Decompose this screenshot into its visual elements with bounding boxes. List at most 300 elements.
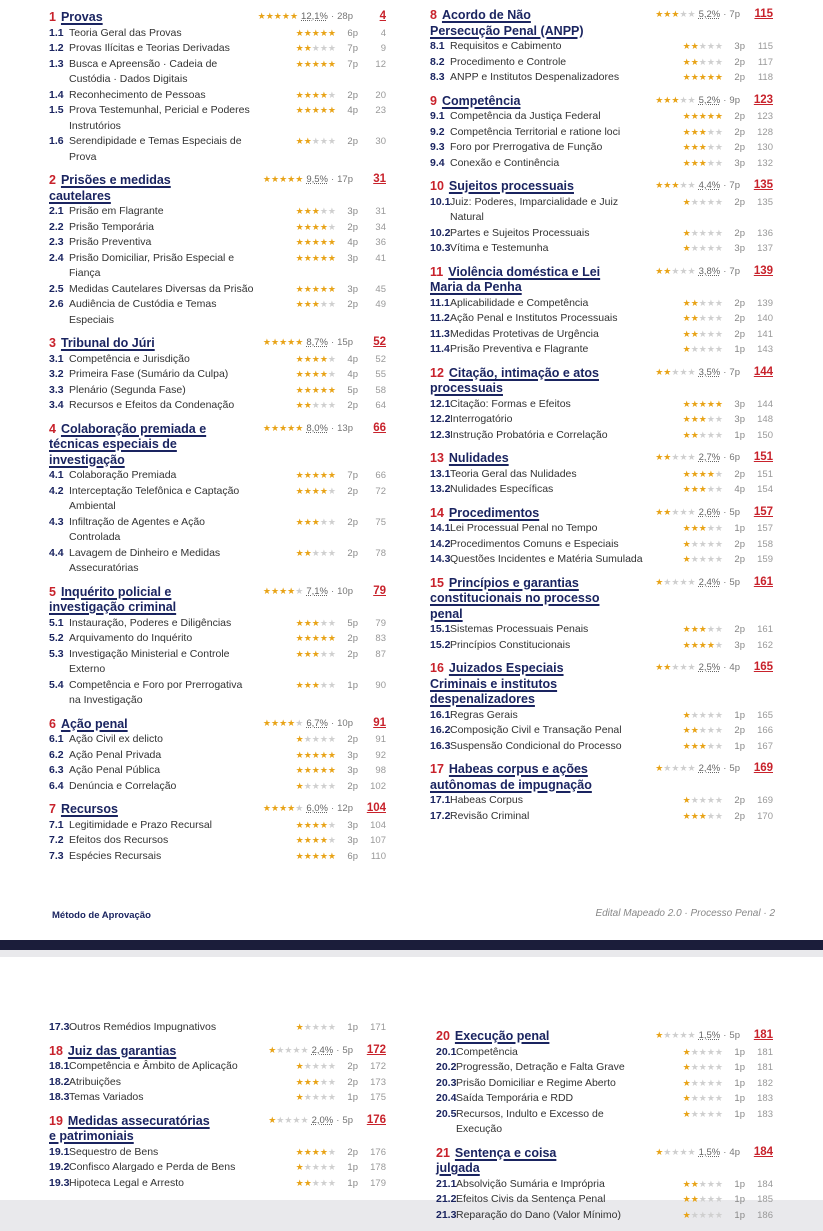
section-percent: 5,2% bbox=[698, 9, 721, 20]
item-page: 171 bbox=[370, 1022, 386, 1033]
toc-item[interactable] bbox=[436, 1045, 773, 1061]
section-page-link[interactable]: 181 bbox=[753, 1029, 773, 1041]
item-points: 1p bbox=[347, 1177, 358, 1189]
rating-stars bbox=[278, 1090, 336, 1106]
star-filled-icon: ★ bbox=[682, 1209, 691, 1220]
item-page: 102 bbox=[370, 780, 386, 792]
star-empty-icon: ★ bbox=[706, 810, 715, 821]
section-header[interactable] bbox=[49, 585, 386, 616]
star-filled-icon: ★ bbox=[311, 353, 320, 364]
toc-item[interactable] bbox=[49, 732, 386, 748]
toc-item[interactable] bbox=[436, 1060, 773, 1076]
star-filled-icon: ★ bbox=[262, 717, 271, 728]
star-empty-icon: ★ bbox=[698, 1209, 707, 1220]
star-empty-icon: ★ bbox=[327, 1162, 336, 1172]
toc-item[interactable] bbox=[430, 638, 773, 654]
star-empty-icon: ★ bbox=[698, 1062, 707, 1072]
toc-item[interactable] bbox=[49, 515, 386, 546]
section-header[interactable] bbox=[430, 451, 773, 467]
item-page: 12 bbox=[375, 58, 386, 70]
item-meta bbox=[665, 537, 773, 553]
toc-item[interactable] bbox=[436, 1076, 773, 1092]
toc-section bbox=[430, 179, 773, 257]
item-number: 12.1 bbox=[430, 397, 451, 410]
section-header[interactable] bbox=[49, 173, 386, 204]
toc-item[interactable] bbox=[436, 1091, 773, 1107]
toc-item[interactable] bbox=[49, 1020, 386, 1036]
toc-item[interactable] bbox=[436, 1177, 773, 1193]
section-header[interactable] bbox=[430, 661, 773, 708]
star-empty-icon: ★ bbox=[671, 265, 680, 276]
section-number: 13 bbox=[430, 451, 444, 465]
item-label: Teoria Geral das Provas bbox=[69, 26, 182, 39]
section-header[interactable] bbox=[49, 10, 386, 26]
section-meta: ★★★★★ 3,8% · 7p 139 bbox=[655, 264, 773, 277]
rating-stars bbox=[278, 849, 336, 865]
section-header[interactable] bbox=[430, 8, 773, 39]
rating-stars bbox=[263, 174, 303, 185]
section-header[interactable] bbox=[49, 717, 386, 733]
star-filled-icon: ★ bbox=[295, 58, 304, 69]
item-page: 137 bbox=[757, 243, 773, 254]
item-meta bbox=[665, 739, 773, 755]
section-header[interactable] bbox=[49, 422, 386, 469]
star-filled-icon: ★ bbox=[682, 1062, 691, 1072]
toc-item[interactable] bbox=[430, 296, 773, 312]
toc-item[interactable] bbox=[49, 849, 386, 865]
star-filled-icon: ★ bbox=[295, 1177, 304, 1188]
item-page: 45 bbox=[375, 283, 386, 295]
item-number: 14.3 bbox=[430, 553, 451, 565]
rating-stars bbox=[655, 367, 695, 378]
toc-item[interactable] bbox=[49, 297, 386, 328]
section-header[interactable] bbox=[430, 762, 773, 793]
star-filled-icon: ★ bbox=[279, 422, 288, 433]
star-empty-icon: ★ bbox=[706, 344, 715, 354]
section-title bbox=[430, 179, 603, 195]
item-meta bbox=[665, 140, 773, 156]
toc-item[interactable] bbox=[430, 622, 773, 638]
item-label: Hipoteca Legal e Arresto bbox=[69, 1176, 184, 1189]
star-empty-icon: ★ bbox=[295, 717, 304, 728]
section-header[interactable] bbox=[430, 366, 773, 397]
section-page-link[interactable]: 66 bbox=[373, 421, 386, 434]
toc-item[interactable] bbox=[49, 818, 386, 834]
toc-item[interactable] bbox=[49, 647, 386, 678]
star-filled-icon: ★ bbox=[295, 648, 304, 659]
star-empty-icon: ★ bbox=[327, 400, 336, 410]
toc-item[interactable] bbox=[430, 521, 773, 537]
section-page-link[interactable]: 91 bbox=[373, 716, 386, 729]
star-filled-icon: ★ bbox=[655, 9, 664, 19]
toc-item[interactable] bbox=[430, 809, 773, 825]
item-number: 2.2 bbox=[49, 220, 64, 233]
item-label: Recursos, Indulto e Excesso de Execução bbox=[456, 1107, 604, 1135]
item-label: Progressão, Detração e Falta Grave bbox=[456, 1061, 625, 1073]
star-empty-icon: ★ bbox=[671, 506, 680, 517]
star-filled-icon: ★ bbox=[295, 105, 304, 115]
toc-item[interactable] bbox=[49, 779, 386, 795]
toc-item[interactable] bbox=[49, 546, 386, 577]
star-empty-icon: ★ bbox=[698, 1108, 707, 1119]
toc-item[interactable] bbox=[49, 1160, 386, 1176]
star-filled-icon: ★ bbox=[682, 414, 691, 424]
section-header[interactable] bbox=[430, 576, 773, 623]
section-page-link[interactable]: 123 bbox=[753, 93, 773, 106]
section-page-link[interactable]: 139 bbox=[753, 264, 773, 277]
star-empty-icon: ★ bbox=[690, 538, 699, 549]
item-label: Efeitos dos Recursos bbox=[69, 834, 169, 846]
toc-item[interactable] bbox=[49, 1075, 386, 1091]
toc-item[interactable] bbox=[49, 57, 386, 88]
toc-item[interactable] bbox=[430, 397, 773, 413]
toc-item[interactable] bbox=[430, 327, 773, 343]
toc-item[interactable] bbox=[49, 616, 386, 632]
toc-item[interactable] bbox=[49, 1090, 386, 1106]
star-filled-icon: ★ bbox=[655, 452, 664, 462]
rating-stars bbox=[665, 428, 723, 444]
toc-item[interactable] bbox=[430, 226, 773, 242]
item-points: 2p bbox=[347, 648, 358, 660]
toc-section bbox=[49, 173, 386, 328]
star-empty-icon: ★ bbox=[690, 243, 699, 253]
star-filled-icon: ★ bbox=[682, 56, 691, 67]
toc-item[interactable] bbox=[430, 55, 773, 71]
star-empty-icon: ★ bbox=[671, 662, 680, 672]
star-empty-icon: ★ bbox=[319, 734, 328, 744]
star-empty-icon: ★ bbox=[687, 1030, 696, 1040]
toc-item[interactable] bbox=[430, 241, 773, 257]
star-filled-icon: ★ bbox=[682, 740, 691, 751]
item-meta bbox=[665, 296, 773, 312]
toc-item[interactable] bbox=[430, 482, 773, 498]
section-page-link[interactable]: 52 bbox=[373, 336, 386, 348]
star-empty-icon: ★ bbox=[690, 795, 699, 805]
toc-item[interactable] bbox=[49, 26, 386, 42]
star-filled-icon: ★ bbox=[327, 765, 336, 775]
item-number: 3.1 bbox=[49, 352, 64, 365]
toc-item[interactable] bbox=[49, 484, 386, 515]
rating-stars bbox=[665, 708, 723, 724]
star-empty-icon: ★ bbox=[295, 585, 304, 596]
toc-item[interactable] bbox=[430, 739, 773, 755]
star-filled-icon: ★ bbox=[327, 27, 336, 38]
section-meta: ★★★★★ 2,4% · 5p 169 bbox=[655, 762, 773, 774]
section-header[interactable] bbox=[430, 506, 773, 522]
item-points: 4p bbox=[347, 105, 358, 116]
section-page-link[interactable]: 104 bbox=[366, 802, 386, 814]
section-meta: ★★★★★ 3,5% · 7p 144 bbox=[655, 365, 773, 378]
star-empty-icon: ★ bbox=[706, 243, 715, 253]
star-empty-icon: ★ bbox=[663, 1146, 672, 1157]
section-title-text: Recursos bbox=[60, 802, 118, 816]
toc-item[interactable] bbox=[49, 631, 386, 647]
item-points: 2p bbox=[347, 485, 358, 497]
toc-item[interactable] bbox=[430, 537, 773, 553]
toc-item[interactable] bbox=[430, 412, 773, 428]
toc-item[interactable] bbox=[49, 398, 386, 414]
star-empty-icon: ★ bbox=[327, 1092, 336, 1102]
item-meta bbox=[278, 1020, 386, 1036]
toc-item[interactable] bbox=[436, 1208, 773, 1224]
item-points: 3p bbox=[347, 252, 358, 264]
section-header[interactable] bbox=[436, 1146, 773, 1177]
toc-item[interactable] bbox=[49, 251, 386, 282]
item-page: 184 bbox=[757, 1178, 773, 1190]
star-empty-icon: ★ bbox=[679, 1030, 688, 1040]
item-points: 4p bbox=[347, 353, 358, 365]
section-header[interactable] bbox=[430, 265, 773, 296]
toc-item[interactable] bbox=[49, 678, 386, 709]
toc-item[interactable] bbox=[49, 103, 386, 134]
section-page-link[interactable]: 184 bbox=[753, 1145, 773, 1158]
section-page-link[interactable]: 157 bbox=[753, 505, 773, 518]
item-label: Confisco Alargado e Perda de Bens bbox=[69, 1161, 236, 1173]
item-meta bbox=[665, 70, 773, 86]
section-header[interactable] bbox=[49, 802, 386, 818]
star-empty-icon: ★ bbox=[714, 328, 723, 339]
section-page-link[interactable]: 144 bbox=[753, 365, 773, 378]
toc-item[interactable] bbox=[49, 134, 386, 165]
section-number: 11 bbox=[430, 264, 444, 279]
section-page-link[interactable]: 176 bbox=[366, 1113, 386, 1126]
toc-item[interactable] bbox=[430, 109, 773, 125]
toc-item[interactable] bbox=[49, 1059, 386, 1075]
section-page-link[interactable]: 79 bbox=[373, 584, 386, 597]
item-points: 1p bbox=[734, 1178, 745, 1190]
star-empty-icon: ★ bbox=[698, 41, 707, 51]
star-filled-icon: ★ bbox=[714, 72, 723, 82]
rating-stars bbox=[278, 732, 336, 748]
toc-item[interactable] bbox=[430, 428, 773, 444]
star-empty-icon: ★ bbox=[714, 126, 723, 137]
toc-item[interactable] bbox=[49, 235, 386, 251]
star-filled-icon: ★ bbox=[295, 470, 304, 480]
star-empty-icon: ★ bbox=[319, 206, 328, 216]
star-empty-icon: ★ bbox=[319, 1092, 328, 1102]
star-empty-icon: ★ bbox=[327, 136, 336, 146]
item-points: 2p bbox=[734, 554, 745, 565]
section-page-link[interactable]: 151 bbox=[753, 451, 773, 463]
toc-item[interactable] bbox=[430, 70, 773, 86]
star-empty-icon: ★ bbox=[687, 763, 696, 773]
star-filled-icon: ★ bbox=[311, 237, 320, 247]
star-filled-icon: ★ bbox=[303, 299, 312, 309]
toc-item[interactable] bbox=[49, 1145, 386, 1161]
item-page: 157 bbox=[757, 523, 773, 534]
section-page-link[interactable]: 135 bbox=[753, 179, 773, 191]
item-page: 140 bbox=[757, 313, 773, 324]
item-points: 6p bbox=[347, 850, 358, 862]
item-meta bbox=[278, 1176, 386, 1192]
section-page-link[interactable]: 161 bbox=[753, 575, 773, 588]
toc-item[interactable] bbox=[49, 763, 386, 779]
section-title-text: Ação penal bbox=[60, 716, 128, 731]
item-meta bbox=[278, 484, 386, 500]
star-empty-icon: ★ bbox=[311, 1022, 320, 1032]
item-label: Saída Temporária e RDD bbox=[456, 1092, 574, 1104]
item-meta bbox=[665, 109, 773, 125]
star-filled-icon: ★ bbox=[311, 105, 320, 115]
rating-stars bbox=[263, 718, 303, 729]
toc-item[interactable] bbox=[430, 311, 773, 327]
item-meta bbox=[278, 678, 386, 694]
item-label: Busca e Apreensão · Cadeia de Custódia · Dados Digitais bbox=[69, 57, 218, 85]
toc-item[interactable] bbox=[430, 140, 773, 156]
star-filled-icon: ★ bbox=[682, 639, 691, 650]
toc-item[interactable] bbox=[436, 1107, 773, 1138]
star-empty-icon: ★ bbox=[687, 506, 696, 517]
star-empty-icon: ★ bbox=[671, 576, 680, 587]
star-empty-icon: ★ bbox=[327, 516, 336, 527]
section-number: 12 bbox=[430, 365, 444, 380]
section-header[interactable] bbox=[49, 1114, 386, 1145]
toc-item[interactable] bbox=[430, 39, 773, 55]
section-number: 20 bbox=[436, 1029, 450, 1043]
section-header[interactable] bbox=[49, 336, 386, 352]
star-filled-icon: ★ bbox=[303, 252, 312, 263]
section-page-link[interactable]: 4 bbox=[379, 10, 386, 22]
star-empty-icon: ★ bbox=[714, 639, 723, 650]
section-header[interactable] bbox=[430, 179, 773, 195]
star-filled-icon: ★ bbox=[690, 810, 699, 821]
item-label: Conexão e Continência bbox=[450, 156, 560, 169]
item-points: 3p bbox=[347, 749, 358, 761]
toc-item[interactable] bbox=[436, 1192, 773, 1208]
item-label: Lei Processual Penal no Tempo bbox=[450, 522, 598, 534]
section-number: 9 bbox=[430, 93, 437, 108]
toc-item[interactable] bbox=[49, 383, 386, 399]
item-label: Infiltração de Agentes e Ação Controlada bbox=[69, 515, 206, 543]
section-points: 4p bbox=[729, 1146, 740, 1158]
toc-item[interactable] bbox=[430, 195, 773, 226]
section-page-link[interactable]: 169 bbox=[753, 762, 773, 774]
toc-item[interactable] bbox=[49, 1176, 386, 1192]
toc-item[interactable] bbox=[49, 468, 386, 484]
toc-item[interactable] bbox=[49, 204, 386, 220]
toc-item[interactable] bbox=[430, 467, 773, 483]
toc-item[interactable] bbox=[430, 125, 773, 141]
star-filled-icon: ★ bbox=[311, 765, 320, 775]
rating-stars bbox=[665, 521, 723, 537]
star-empty-icon: ★ bbox=[714, 1062, 723, 1072]
star-filled-icon: ★ bbox=[287, 717, 296, 728]
star-empty-icon: ★ bbox=[698, 56, 707, 67]
star-filled-icon: ★ bbox=[671, 9, 680, 19]
section-points: 5p bbox=[342, 1044, 353, 1056]
star-filled-icon: ★ bbox=[663, 94, 672, 105]
item-meta bbox=[278, 352, 386, 368]
item-label: Legitimidade e Prazo Recursal bbox=[69, 818, 212, 831]
item-label: Habeas Corpus bbox=[450, 794, 523, 806]
rating-stars bbox=[665, 39, 723, 55]
star-empty-icon: ★ bbox=[706, 56, 715, 67]
item-meta bbox=[278, 103, 386, 119]
star-filled-icon: ★ bbox=[311, 283, 320, 294]
rating-stars bbox=[665, 412, 723, 428]
toc-item[interactable] bbox=[49, 88, 386, 104]
item-label: Atribuições bbox=[69, 1075, 121, 1088]
star-empty-icon: ★ bbox=[714, 56, 723, 67]
star-filled-icon: ★ bbox=[682, 297, 691, 308]
section-title-text: Violência doméstica e Lei Maria da Penha bbox=[430, 264, 601, 294]
star-filled-icon: ★ bbox=[327, 58, 336, 69]
section-page-link[interactable]: 165 bbox=[753, 661, 773, 673]
section-percent: 1,5% bbox=[698, 1146, 721, 1158]
toc-item[interactable] bbox=[49, 282, 386, 298]
toc-item[interactable] bbox=[430, 793, 773, 809]
star-empty-icon: ★ bbox=[311, 136, 320, 146]
item-points: 1p bbox=[347, 1022, 358, 1033]
star-empty-icon: ★ bbox=[303, 1162, 312, 1172]
star-empty-icon: ★ bbox=[698, 1178, 707, 1189]
star-empty-icon: ★ bbox=[714, 1077, 723, 1088]
item-label: Prisão Temporária bbox=[69, 220, 155, 233]
section-header[interactable] bbox=[436, 1029, 773, 1045]
item-points: 2p bbox=[734, 725, 745, 736]
item-page: 49 bbox=[375, 299, 386, 310]
section-page-link[interactable]: 172 bbox=[366, 1043, 386, 1056]
star-empty-icon: ★ bbox=[714, 740, 723, 751]
star-empty-icon: ★ bbox=[698, 313, 707, 323]
section-page-link[interactable]: 31 bbox=[373, 173, 386, 185]
star-empty-icon: ★ bbox=[698, 1046, 707, 1057]
star-filled-icon: ★ bbox=[311, 369, 320, 379]
star-filled-icon: ★ bbox=[295, 400, 304, 410]
section-header[interactable] bbox=[49, 1044, 386, 1060]
star-filled-icon: ★ bbox=[690, 157, 699, 168]
item-number: 15.1 bbox=[430, 623, 451, 635]
rating-stars bbox=[665, 1060, 723, 1076]
toc-item[interactable] bbox=[430, 723, 773, 739]
toc-item[interactable] bbox=[430, 708, 773, 724]
toc-item[interactable] bbox=[430, 552, 773, 568]
star-filled-icon: ★ bbox=[262, 803, 271, 813]
item-label: Interceptação Telefônica e Captação Ambiental bbox=[69, 484, 240, 512]
star-filled-icon: ★ bbox=[303, 633, 312, 643]
section-header[interactable] bbox=[430, 94, 773, 110]
item-page: 167 bbox=[757, 740, 773, 752]
star-filled-icon: ★ bbox=[295, 835, 304, 845]
item-label: Investigação Ministerial e Controle Externo bbox=[69, 647, 230, 675]
item-meta bbox=[278, 57, 386, 73]
star-empty-icon: ★ bbox=[327, 206, 336, 216]
toc-item[interactable] bbox=[49, 41, 386, 57]
star-empty-icon: ★ bbox=[714, 554, 723, 564]
toc-item[interactable] bbox=[49, 367, 386, 383]
item-number: 16.3 bbox=[430, 739, 451, 752]
toc-item[interactable] bbox=[49, 748, 386, 764]
star-empty-icon: ★ bbox=[706, 328, 715, 339]
item-meta bbox=[278, 383, 386, 399]
star-filled-icon: ★ bbox=[682, 810, 691, 821]
toc-item[interactable] bbox=[430, 342, 773, 358]
toc-item[interactable] bbox=[49, 352, 386, 368]
star-empty-icon: ★ bbox=[690, 1046, 699, 1057]
toc-item[interactable] bbox=[49, 833, 386, 849]
item-number: 20.2 bbox=[436, 1061, 457, 1073]
item-number: 10.2 bbox=[430, 226, 451, 239]
item-meta bbox=[278, 1090, 386, 1106]
toc-item[interactable] bbox=[49, 220, 386, 236]
star-empty-icon: ★ bbox=[327, 819, 336, 830]
item-label: Requisitos e Cabimento bbox=[450, 40, 562, 52]
section-percent: 3,5% bbox=[698, 366, 721, 378]
toc-item[interactable] bbox=[430, 156, 773, 172]
star-filled-icon: ★ bbox=[303, 1076, 312, 1087]
section-page-link[interactable]: 115 bbox=[754, 8, 773, 20]
item-meta bbox=[278, 616, 386, 632]
